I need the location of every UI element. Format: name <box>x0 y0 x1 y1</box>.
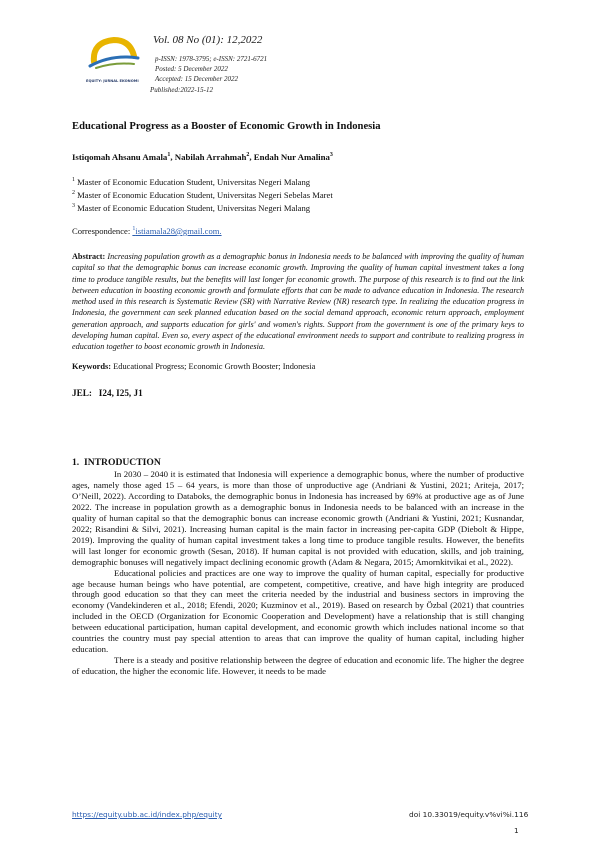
affiliation-text: Master of Economic Education Student, Universitas Negeri Sebelas Maret <box>75 190 333 200</box>
posted-date: Posted: 5 December 2022 <box>155 65 228 73</box>
author-name: Istiqomah Ahsanu Amala <box>72 152 168 162</box>
affiliation-text: Master of Economic Education Student, Universitas Negeri Malang <box>75 177 311 187</box>
keywords <box>72 362 315 371</box>
page-number: 1 <box>514 826 519 835</box>
author-name: Endah Nur Amalina <box>253 152 330 162</box>
issn-info: p-ISSN: 1978-3795; e-ISSN: 2721-6721 <box>155 55 268 63</box>
correspondence <box>72 226 222 236</box>
abstract <box>72 251 524 352</box>
author-separator: , <box>249 152 254 162</box>
correspondence-sup: 1 <box>132 226 136 233</box>
affiliation-text: Master of Economic Education Student, Universitas Negeri Malang <box>75 203 311 213</box>
section-heading: 1. INTRODUCTION <box>72 457 161 468</box>
paragraph: Educational policies and practices are one way to improve the quality of human capital, especially for productive age because human beings who have potential, are competent, competitive, creative, and have high integrity are produced through good education so that they can meet the criteria needed by the industrial and business sectors in improving the economy (Vandekinderen et al., 2018; Efendi, 2020; Kuzminov et al., 2019). Based on research by Özbal (2021) that countries included in the OECD (Organization for Economic Cooperation and Development) have a relationship that is still changing between educational participation, human capital development, and economic growth which includes national income so that countries the country must pay special attention to areas that can improve the quality of human capital, including higher education. <box>72 567 524 655</box>
author-sup: 1 <box>167 152 171 159</box>
author-sup: 2 <box>246 152 250 159</box>
accepted-date: Accepted: 15 December 2022 <box>155 75 238 83</box>
correspondence-email-link[interactable] <box>132 226 221 236</box>
affiliation-3 <box>72 203 310 213</box>
journal-logo <box>84 32 142 82</box>
paragraph: There is a steady and positive relationship between the degree of education and economic life. The higher the degree of education, the higher the economic life. However, it needs to be made <box>72 655 524 677</box>
affiliation-sup: 2 <box>72 190 75 197</box>
affiliation-2 <box>72 190 333 200</box>
volume-info: Vol. 08 No (01): 12,2022 <box>153 34 263 46</box>
keywords-label: Keywords: <box>72 362 112 371</box>
journal-logo-text: EQUITY: JURNAL EKONOMI <box>86 79 139 83</box>
paper-title: Educational Progress as a Booster of Economic Growth in Indonesia <box>72 121 381 132</box>
journal-url-link[interactable]: https://equity.ubb.ac.id/index.php/equity <box>72 810 222 819</box>
section-body <box>72 469 524 677</box>
correspondence-email: istiamala28@gmail.com. <box>135 226 222 236</box>
doi-text: doi 10.33019/equity.v%vi%i.116 <box>409 810 529 819</box>
correspondence-label: Correspondence: <box>72 226 133 236</box>
affiliation-1 <box>72 177 310 187</box>
abstract-label: Abstract: <box>72 252 106 261</box>
jel-codes: JEL: I24, I25, J1 <box>72 388 143 398</box>
authors-line <box>72 152 333 162</box>
paragraph: In 2030 – 2040 it is estimated that Indonesia will experience a demographic bonus, where the number of productive ages, namely those aged 15 – 64 years, is more than those of unproductive age (Andriani & Yustini, 2021; Ariteja, 2017; O’Neill, 2022). According to Databoks, the demographic bonus in Indonesia has increased by 69% at productive age as of June 2022. The increase in population growth as a demographic bonus in Indonesia needs to be balanced with an increase in the quality of human capital so that the demographic bonus can increase economic growth (Andriani & Yustini, 2021; Kusnandar, 2022; Risandini & Silvi, 2021). Increasing human capital is the main factor in increasing per-capita GDP (Diebolt & Hippe, 2019). Improving the quality of human capital investment takes a long time to produce tangible results. However, the benefits will last longer for economic growth (Sesan, 2018). If human capital is not provided with education, skills, and job training, demographic bonuses will negatively impact declining economic growth (Adam & Negara, 2015; Amornkitvikai et al., 2022). <box>72 469 524 567</box>
abstract-text: Increasing population growth as a demographic bonus in Indonesia needs to be balanced with improving the quality of human capital so that the demographic bonus can increase economic growth. Improving the quality of human capital investment takes a long time to produce tangible results, but the benefits will last longer for economic growth. The purpose of this research is to find out the link between education in boosting economic growth and formulate efforts that can be made to advance education in Indonesia. The research method used in this research is Systematic Review (SR) with Narrative Review (NR) research type. In realizing the education progress in Indonesia, the government can seek planned education based on the social demand approach, economic return approach, employment generation approach, and supports education for girls' and women's rights. Support from the government is one of the primary keys to developing human capital. Even so, every aspect of the educational environment needs to support and contribute to realizing progress in education together to boost economic growth in Indonesia. <box>72 252 525 351</box>
affiliation-sup: 1 <box>72 177 75 184</box>
author-sup: 3 <box>329 152 333 159</box>
author-separator: , <box>170 152 175 162</box>
author-name: Nabilah Arrahmah <box>174 152 247 162</box>
affiliation-sup: 3 <box>72 203 75 210</box>
published-date: Published:2022-15-12 <box>150 86 213 94</box>
keywords-text: Educational Progress; Economic Growth Booster; Indonesia <box>111 362 316 371</box>
